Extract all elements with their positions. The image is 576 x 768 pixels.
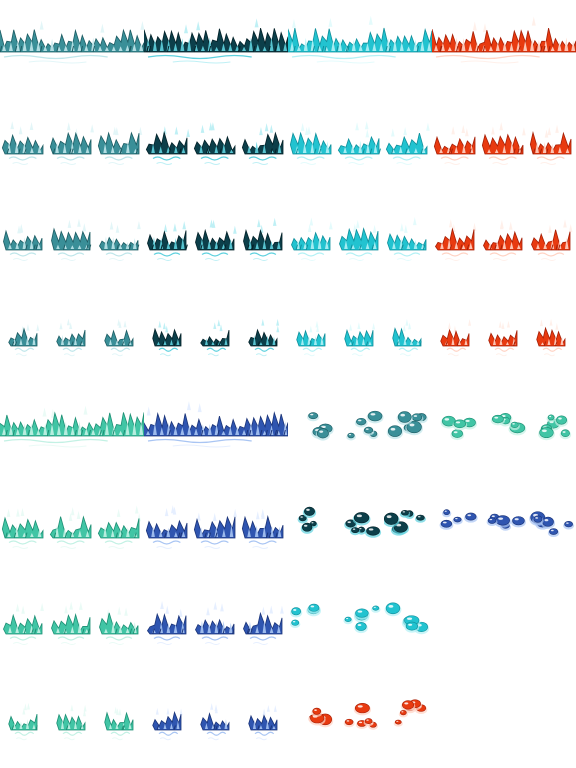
ice-strip-indigo-row4 [144,400,288,456]
ice-frame-navy-row2-f3 [240,216,288,272]
puddle-red-row7-f2 [336,686,384,742]
ice-frame-steel-row2-f1 [0,216,48,272]
puddle-cyan-row6-f1 [288,590,336,646]
ice-frame-indigo-row5-f3 [240,504,288,560]
ice-strip-cyan-row0 [288,16,432,72]
ice-frame-mint-row6-f1 [0,600,48,656]
puddle-cyan-row6-f2 [336,590,384,646]
ice-strip-red-row0 [432,16,576,72]
ice-frame-mint-row7-f1 [0,696,48,752]
ice-frame-navy-row1-f1 [144,120,192,176]
ice-strip-navy-row0 [144,16,288,72]
ice-frame-red-row3-f3 [528,312,576,368]
ice-frame-indigo-row6-f2 [192,600,240,656]
ice-frame-cyan-row1-f1 [288,120,336,176]
ice-strip-steel-row0 [0,16,144,72]
ice-frame-mint-row5-f1 [0,504,48,560]
ice-frame-navy-row3-f1 [144,312,192,368]
ice-frame-cyan-row3-f3 [384,312,432,368]
puddle-indigo-row5-f2 [480,494,528,550]
ice-frame-indigo-row6-f1 [144,600,192,656]
puddle-navy-row5-f1 [288,494,336,550]
puddle-steel-row4-f3 [384,398,432,454]
ice-frame-red-row2-f1 [432,216,480,272]
ice-frame-cyan-row3-f2 [336,312,384,368]
ice-frame-mint-row5-f3 [96,504,144,560]
puddle-indigo-row5-f3 [528,494,576,550]
ice-frame-red-row2-f2 [480,216,528,272]
ice-frame-red-row1-f3 [528,120,576,176]
ice-frame-mint-row7-f3 [96,696,144,752]
ice-frame-red-row2-f3 [528,216,576,272]
ice-frame-mint-row5-f2 [48,504,96,560]
ice-frame-mint-row7-f2 [48,696,96,752]
ice-frame-mint-row6-f2 [48,600,96,656]
ice-frame-cyan-row1-f3 [384,120,432,176]
ice-frame-steel-row3-f3 [96,312,144,368]
ice-frame-cyan-row2-f2 [336,216,384,272]
puddle-steel-row4-f1 [288,398,336,454]
ice-frame-red-row1-f2 [480,120,528,176]
ice-frame-navy-row2-f1 [144,216,192,272]
puddle-indigo-row5-f1 [432,494,480,550]
ice-frame-red-row3-f2 [480,312,528,368]
puddle-mint-row4-f1 [432,398,480,454]
puddle-steel-row4-f2 [336,398,384,454]
ice-frame-steel-row1-f3 [96,120,144,176]
ice-frame-steel-row1-f2 [48,120,96,176]
puddle-mint-row4-f3 [528,398,576,454]
ice-frame-steel-row1-f1 [0,120,48,176]
ice-frame-red-row3-f1 [432,312,480,368]
puddle-mint-row4-f2 [480,398,528,454]
puddle-red-row7-f3 [384,686,432,742]
ice-frame-navy-row3-f3 [240,312,288,368]
ice-frame-steel-row2-f3 [96,216,144,272]
ice-frame-indigo-row7-f2 [192,696,240,752]
ice-frame-cyan-row2-f3 [384,216,432,272]
ice-frame-steel-row2-f2 [48,216,96,272]
ice-frame-indigo-row6-f3 [240,600,288,656]
ice-frame-cyan-row3-f1 [288,312,336,368]
ice-frame-navy-row1-f2 [192,120,240,176]
ice-frame-indigo-row5-f1 [144,504,192,560]
ice-frame-navy-row2-f2 [192,216,240,272]
ice-frame-steel-row3-f2 [48,312,96,368]
ice-frame-indigo-row7-f1 [144,696,192,752]
ice-frame-cyan-row2-f1 [288,216,336,272]
puddle-red-row7-f1 [288,686,336,742]
ice-frame-steel-row3-f1 [0,312,48,368]
puddle-navy-row5-f3 [384,494,432,550]
ice-frame-indigo-row7-f3 [240,696,288,752]
ice-frame-cyan-row1-f2 [336,120,384,176]
ice-frame-red-row1-f1 [432,120,480,176]
ice-frame-navy-row3-f2 [192,312,240,368]
puddle-navy-row5-f2 [336,494,384,550]
puddle-cyan-row6-f3 [384,590,432,646]
ice-frame-mint-row6-f3 [96,600,144,656]
ice-frame-indigo-row5-f2 [192,504,240,560]
ice-frame-navy-row1-f3 [240,120,288,176]
ice-strip-mint-row4 [0,400,144,456]
